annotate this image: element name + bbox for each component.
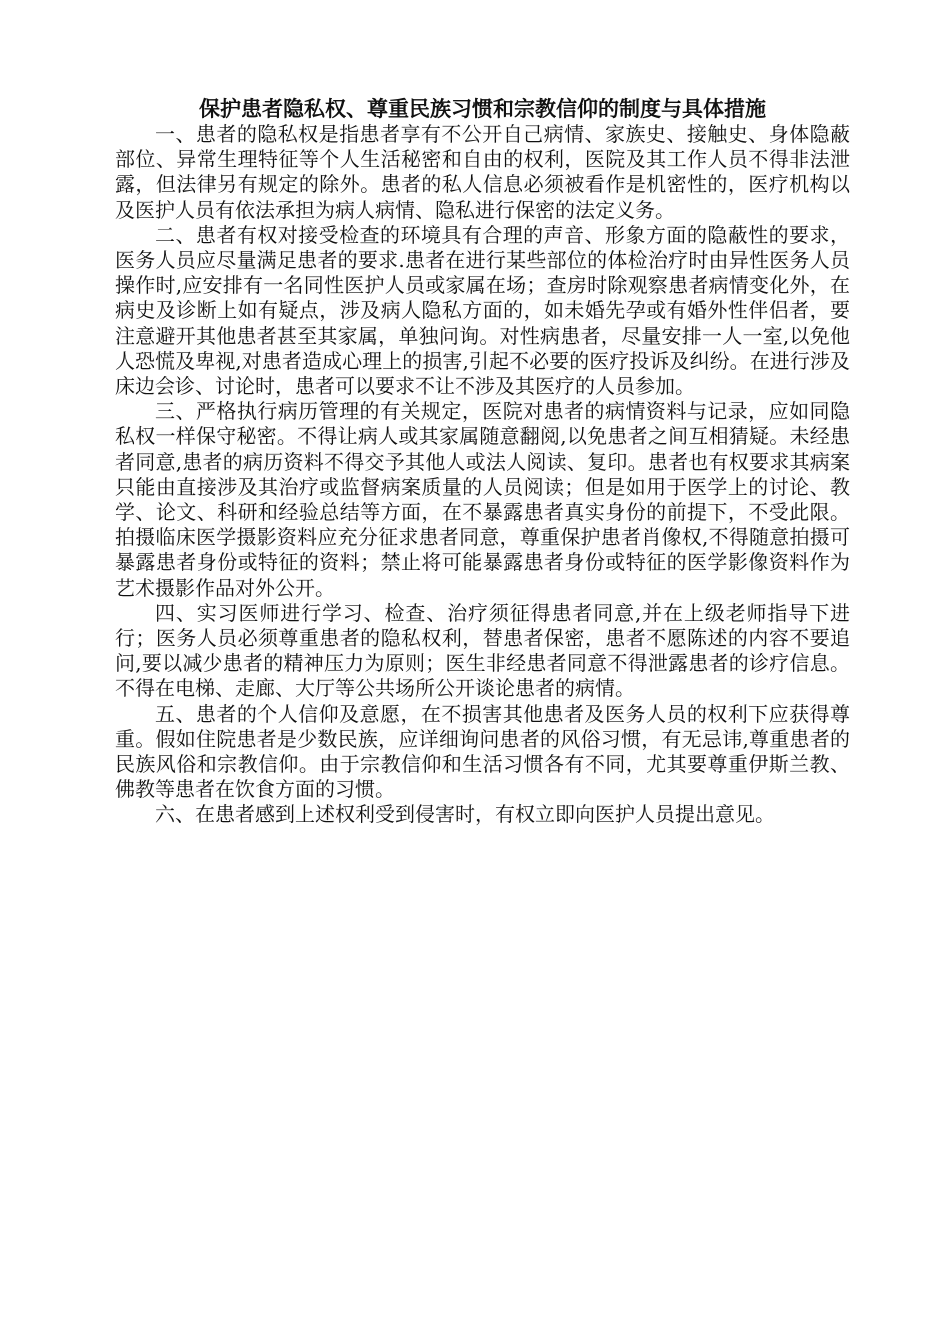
document-body [115,122,850,828]
document-page [115,96,850,828]
paragraph-4: 四、实习医师进行学习、检查、治疗须征得患者同意,并在上级老师指导下进行；医务人员必须尊重患者的隐私权利，替患者保密，患者不愿陈述的内容不要追问,要以减少患者的精神压力为原则；医生非经患者同意不得泄露患者的诊疗信息。不得在电梯、走廊、大厅等公共场所公开谈论患者的病情。 [115,600,850,701]
paragraph-1: 一、患者的隐私权是指患者享有不公开自己病情、家族史、接触史、身体隐蔽部位、异常生理特征等个人生活秘密和自由的权利，医院及其工作人员不得非法泄露，但法律另有规定的除外。患者的私人信息必须被看作是机密性的，医疗机构以及医护人员有依法承担为病人病情、隐私进行保密的法定义务。 [115,122,850,222]
document-title: 保护患者隐私权、尊重民族习惯和宗教信仰的制度与具体措施 [199,96,766,121]
paragraph-2: 二、患者有权对接受检查的环境具有合理的声音、形象方面的隐蔽性的要求，医务人员应尽量满足患者的要求.患者在进行某些部位的体检治疗时由异性医务人员操作时,应安排有一名同性医护人员或家属在场；查房时除观察患者病情变化外，在病史及诊断上如有疑点，涉及病人隐私方面的，如未婚先孕或有婚外性伴侣者，要注意避开其他患者甚至其家属，单独问询。对性病患者，尽量安排一人一室,以免他人恐慌及卑视,对患者造成心理上的损害,引起不必要的医疗投诉及纠纷。在进行涉及床边会诊、讨论时，患者可以要求不让不涉及其医疗的人员参加。 [115,222,850,399]
paragraph-6: 六、在患者感到上述权利受到侵害时，有权立即向医护人员提出意见。 [155,802,775,827]
paragraph-5: 五、患者的个人信仰及意愿，在不损害其他患者及医务人员的权利下应获得尊重。假如住院患者是少数民族，应详细询问患者的风俗习惯，有无忌讳,尊重患者的民族风俗和宗教信仰。由于宗教信仰和生活习惯各有不同，尤其要尊重伊斯兰教、佛教等患者在饮食方面的习惯。 [115,701,850,802]
paragraph-3: 三、严格执行病历管理的有关规定，医院对患者的病情资料与记录，应如同隐私权一样保守秘密。不得让病人或其家属随意翻阅,以免患者之间互相猜疑。未经患者同意,患者的病历资料不得交予其他人或法人阅读、复印。患者也有权要求其病案只能由直接涉及其治疗或监督病案质量的人员阅读；但是如用于医学上的讨论、教学、论文、科研和经验总结等方面，在不暴露患者真实身份的前提下，不受此限。拍摄临床医学摄影资料应充分征求患者同意，尊重保护患者肖像权,不得随意拍摄可暴露患者身份或特征的资料；禁止将可能暴露患者身份或特征的医学影像资料作为艺术摄影作品对外公开。 [115,399,850,600]
